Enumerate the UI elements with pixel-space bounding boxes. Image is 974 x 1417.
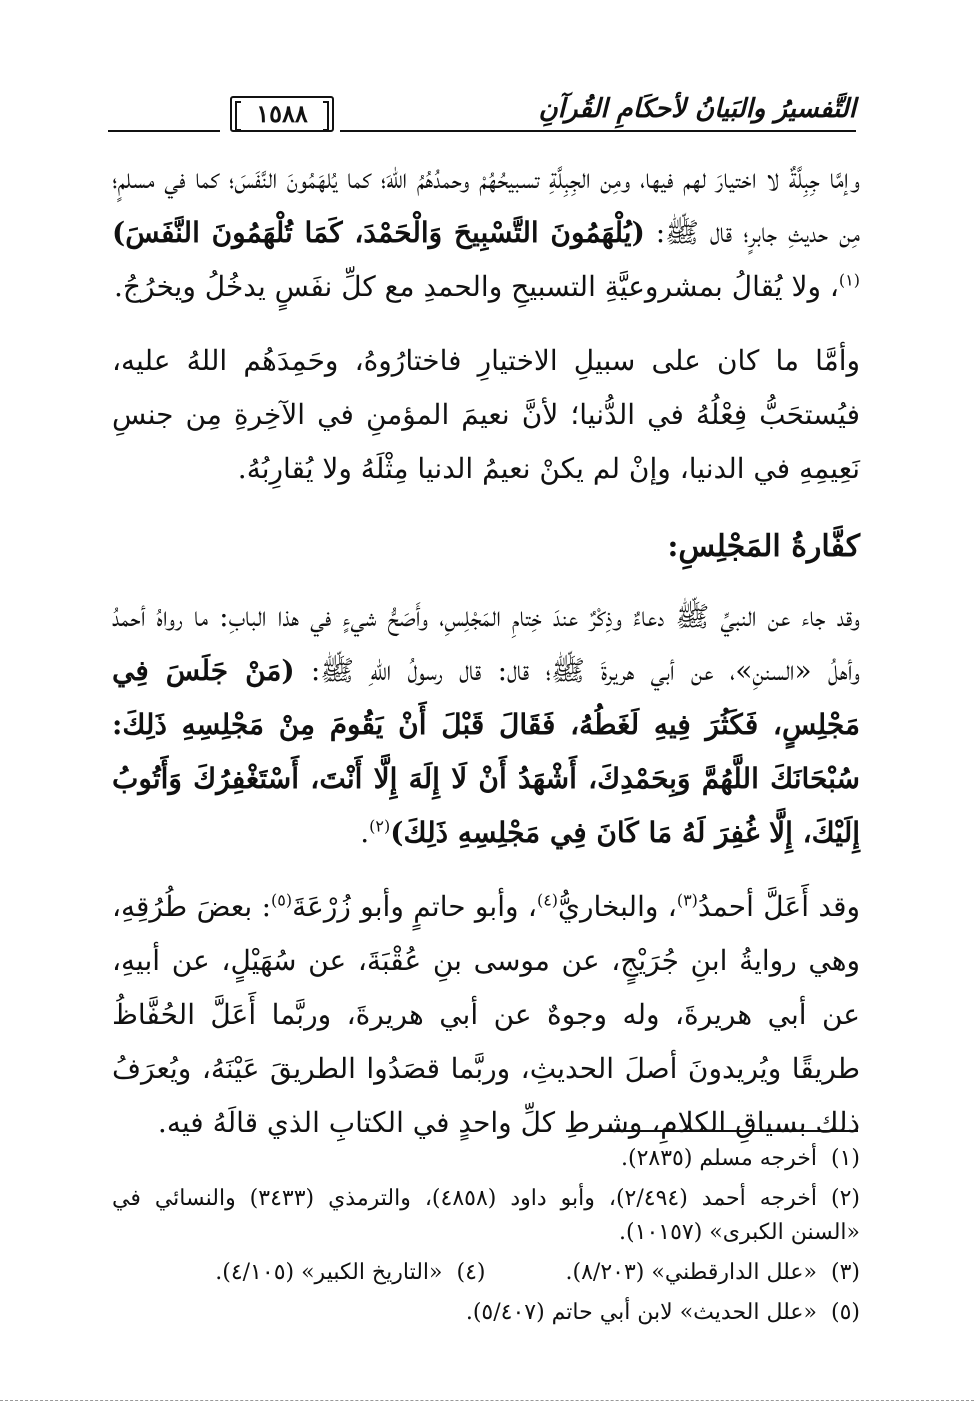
footnote-1: (١)أخرجه مسلم (٢٨٣٥). [620,1146,860,1171]
header-rule-short [108,130,220,132]
footnote-3: (٣)«علل الدارقطني» (٨/٢٠٣). [565,1260,860,1285]
hadith-quote: (مَنْ جَلَسَ فِي مَجْلِسٍ، فَكَثُرَ فِيهِ لَغَطُهُ، فَقَالَ قَبْلَ أَنْ يَقُومَ مِنْ مَجْلِسِهِ ذَلِكَ: سُبْحَانَكَ اللَّهُمَّ وَبِحَمْدِكَ، أَشْهَدُ أَنْ لَا إِلَهَ إِلَّا أَنْتَ، أَسْتَغْفِرُكَ وَأَتُوبُ إِلَيْكَ، إِلَّا غُفِرَ لَهُ مَا كَانَ فِي مَجْلِسِهِ ذَلِكَ) [112,654,861,849]
paragraph-2: وأمَّا ما كان على سبيلِ الاختيارِ فاختارُوهُ، وحَمِدَهُم اللهُ عليه، فيُستحَبُّ فِعْلُهُ في الدُّنيا؛ لأنَّ نعيمَ المؤمنِ في الآخِرةِ مِن جنسِ نَعِيمِهِ في الدنيا، وإنْ لم يكنْ نعيمُ الدنيا مِثْلَهُ ولا يُقارِبُهُ. [112,344,860,485]
footnote-separator [600,1130,858,1132]
page-bottom-edge [0,1400,974,1401]
footnote-ref: (١) [838,270,860,290]
footnote-row [112,1256,860,1290]
footnote-4: (٤)«التاريخ الكبير» (٤/١٠٥). [215,1260,486,1285]
footnote-ref: (٥) [271,890,293,910]
footnotes [112,1142,860,1336]
main-text [112,152,860,1170]
footnote-ref: (٤) [536,890,559,910]
footnote-ref: (٣) [676,890,698,910]
footnote-ref: (٢) [369,816,391,836]
section-title: كفَّارةُ المَجْلِسِ: [667,529,860,564]
book-title: التَّفسيرُ والبَيانُ لأحكَامِ القُرآنِ [538,94,856,124]
paragraph-4: وقد أَعَلَّ أحمدُ$^{(٣)}$، والبخاريُّ$^{(٤)}$، وأبو حاتمٍ وأبو زُرْعَةَ$^{(٥)}$: بعضَ طُرُقِهِ، وهي روايةُ ابنِ جُرَيْجٍ، عن موسى بنِ عُقْبَةَ، عن سُهَيْلٍ، عن أبيهِ، عن أبي هريرةَ، وله وجوهٌ عن أبي هريرةَ، وربَّما أَعَلَّ الحُفَّاظُ طريقًا ويُريدونَ أصلَ الحديثِ، وربَّما قصَدُوا الطريقَ عَيْنَهُ، ويُعرَفُ ذلك بسياقِ الكلامِ، وشرطِ كلِّ واحدٍ في الكتابِ الذي قالَهُ فيه. [112,890,861,1139]
header-rule [340,130,856,132]
page-header [108,92,856,138]
footnote-2: (٢)أخرجه أحمد (٢/٤٩٤)، وأبو داود (٤٨٥٨)، والترمذي (٣٤٣٣) والنسائي في «السنن الكبرى» (١٠١٥٧). [112,1186,860,1245]
paragraph-3: وقد جاء عن النبيِّ ﷺ دعاءٌ وذِكْرٌ عندَ خِتامِ المَجْلِسِ، وأَصَحُّ شيءٍ في هذا البابِ: ما رواهُ أحمدُ وأهلُ «السننِ»، عن أبي هريرةَ ﷺ؛ قال: قال رسولُ اللهِ ﷺ: (مَنْ جَلَسَ فِي مَجْلِسٍ، فَكَثُرَ فِيهِ لَغَطُهُ، فَقَالَ قَبْلَ أَنْ يَقُومَ مِنْ مَجْلِسِهِ ذَلِكَ: سُبْحَانَكَ اللَّهُمَّ وَبِحَمْدِكَ، أَشْهَدُ أَنْ لَا إِلَهَ إِلَّا أَنْتَ، أَسْتَغْفِرُكَ وَأَتُوبُ إِلَيْكَ، إِلَّا غُفِرَ لَهُ مَا كَانَ فِي مَجْلِسِهِ ذَلِكَ)$^{(٢)}$. [112,600,861,849]
paragraph-1: وإمَّا جِبِلَّةٌ لا اختيارَ لهم فيها، ومِن الجِبِلَّةِ تسبيحُهُمْ وحمدُهُمُ اللهَ؛ كما يُلهَمُونَ النَّفَسَ؛ كما في مسلمٍ؛ مِن حديثِ جابرٍ؛ قال ﷺ: (يُلْهَمُونَ التَّسْبِيحَ وَالْحَمْدَ، كَمَا تُلْهَمُونَ النَّفَسَ)$^{(١)}$، ولا يُقالُ بمشروعيَّةِ التسبيحِ والحمدِ مع كلِّ نفَسٍ يدخُلُ ويخرُجُ. [112,162,860,303]
footnote-5: (٥)«علل الحديث» لابن أبي حاتم (٥/٤٠٧). [465,1300,860,1325]
page-number: ١٥٨٨ [230,96,334,132]
hadith-quote: (يُلْهَمُونَ التَّسْبِيحَ وَالْحَمْدَ، كَمَا تُلْهَمُونَ النَّفَسَ) [112,216,645,249]
